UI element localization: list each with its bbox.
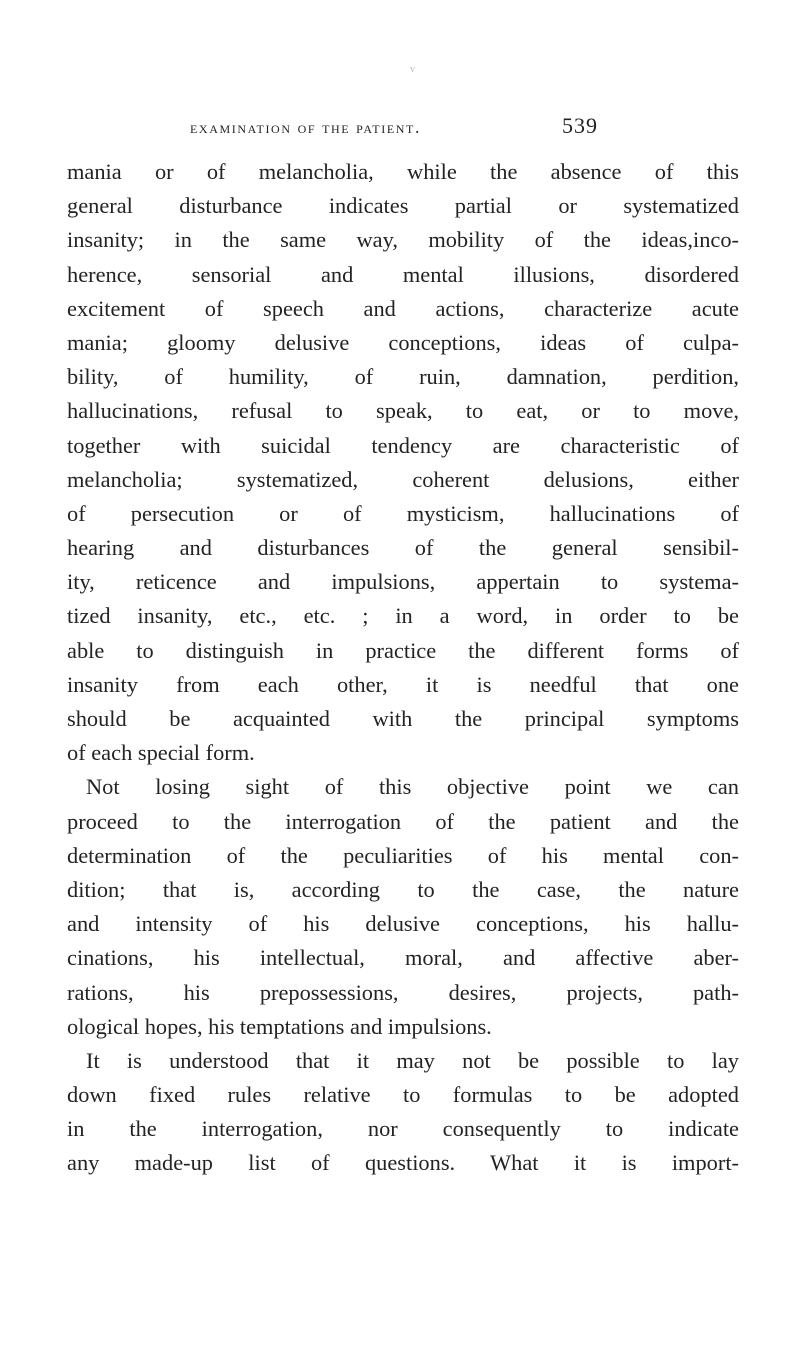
text-line: mania or of melancholia, while the absence of this: [67, 159, 739, 184]
text-line: able to distinguish in practice the different forms of: [67, 637, 739, 663]
text-line: rations, his prepossessions, desires, projects, path-: [67, 979, 739, 1005]
text-line: excitement of speech and actions, characterize acute: [67, 295, 739, 321]
text-line: hearing and disturbances of the general sensibil-: [67, 535, 739, 561]
text-line: tized insanity, etc., etc. ; in a word, in order to be: [67, 603, 739, 629]
text-line: herence, sensorial and mental illusions, disordered: [67, 261, 739, 287]
text-line: hallucinations, refusal to speak, to eat, or to move,: [67, 398, 739, 424]
text-line: general disturbance indicates partial or systematized: [67, 193, 739, 219]
text-line: insanity; in the same way, mobility of the ideas,inco-: [67, 227, 739, 253]
text-line: should be acquainted with the principal symptoms: [67, 706, 739, 731]
paragraph-start-line: It is understood that it may not be possible to lay: [86, 1047, 739, 1073]
body-text: [67, 155, 739, 1181]
page-mark: v: [410, 64, 415, 75]
text-line: down fixed rules relative to formulas to be adopted: [67, 1082, 739, 1108]
text-line: dition; that is, according to the case, the nature: [67, 876, 739, 902]
text-line: ity, reticence and impulsions, appertain to systema-: [67, 569, 739, 595]
page-header: [0, 113, 800, 141]
text-line: of each special form.: [67, 740, 255, 766]
text-line: proceed to the interrogation of the patient and the: [67, 808, 739, 834]
text-line: melancholia; systematized, coherent delusions, either: [67, 466, 739, 492]
text-line: of persecution or of mysticism, hallucinations of: [67, 500, 739, 526]
text-line: ological hopes, his temptations and impulsions.: [67, 1013, 492, 1039]
text-line: and intensity of his delusive conceptions, his hallu-: [67, 911, 739, 937]
text-line: cinations, his intellectual, moral, and affective aber-: [67, 945, 739, 971]
text-line: together with suicidal tendency are characteristic of: [67, 432, 739, 458]
page-number: 539: [562, 113, 598, 138]
running-head: examination of the patient.: [190, 117, 421, 137]
paragraph-start-line: Not losing sight of this objective point we can: [86, 774, 739, 800]
text-line: determination of the peculiarities of his mental con-: [67, 842, 739, 868]
text-line: mania; gloomy delusive conceptions, ideas of culpa-: [67, 329, 739, 355]
text-line: insanity from each other, it is needful that one: [67, 671, 739, 697]
text-line: bility, of humility, of ruin, damnation, perdition,: [67, 364, 739, 390]
text-line: in the interrogation, nor consequently to indicate: [67, 1116, 739, 1142]
text-line: any made-up list of questions. What it is import-: [67, 1150, 739, 1176]
